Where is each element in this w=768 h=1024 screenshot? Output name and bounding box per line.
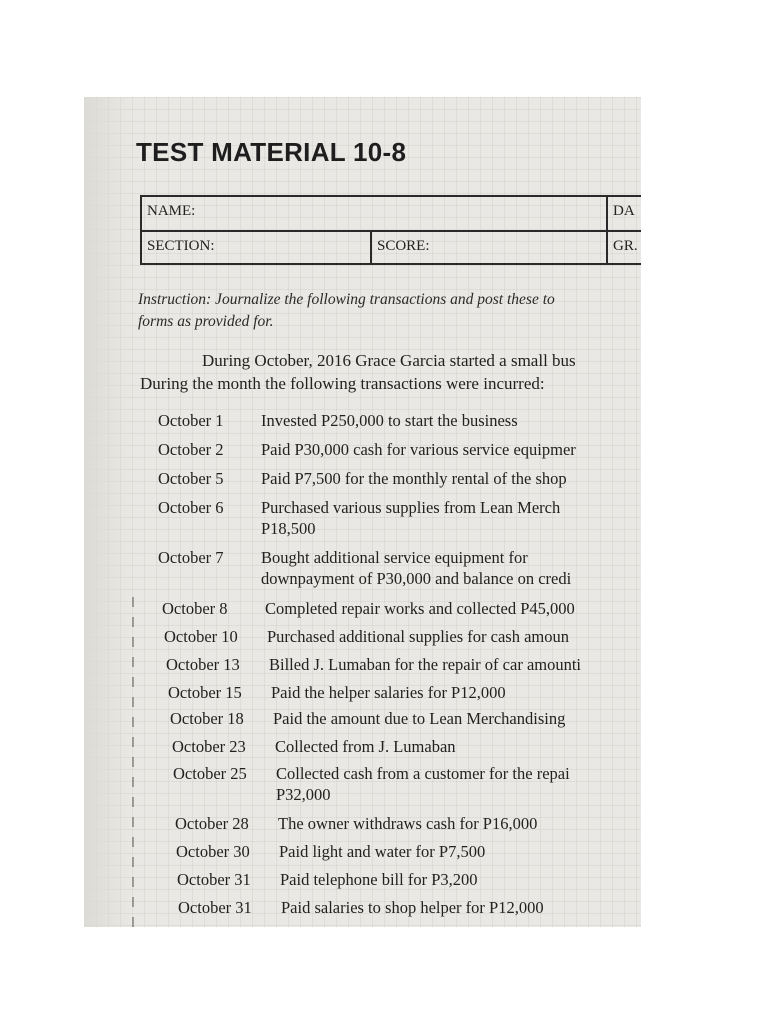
transaction-date: October 30	[176, 842, 250, 861]
instruction-line: forms as provided for.	[138, 313, 274, 330]
page-title: TEST MATERIAL 10-8	[136, 137, 407, 167]
transaction-date: October 13	[166, 655, 240, 674]
intro-paragraph	[140, 349, 641, 395]
transaction-description-line: Paid P7,500 for the monthly rental of the shop	[261, 469, 567, 488]
intro-line: During October, 2016 Grace Garcia started a small bus	[202, 351, 576, 370]
transaction-description	[279, 841, 641, 862]
transaction-date: October 7	[158, 548, 224, 567]
page-gutter-shadow	[84, 97, 132, 927]
transaction-description-line: P18,500	[261, 519, 316, 538]
transaction-description-line: Purchased various supplies from Lean Merch	[261, 498, 561, 517]
transaction-description-line: Completed repair works and collected P45,000	[265, 599, 575, 618]
transaction-description-line: Paid the amount due to Lean Merchandising	[273, 709, 566, 728]
transaction-date: October 28	[175, 814, 249, 833]
transaction-date: October 25	[173, 764, 247, 783]
student-info-form	[140, 195, 641, 265]
transaction-date: October 1	[158, 411, 224, 430]
transaction-description	[269, 654, 641, 675]
transaction-description-line: Billed J. Lumaban for the repair of car amounti	[269, 655, 582, 674]
transaction-description-line: P32,000	[276, 785, 331, 804]
section-field: SECTION:	[147, 238, 215, 254]
transaction-date: October 18	[170, 709, 244, 728]
transaction-date: October 23	[172, 737, 246, 756]
transaction-description	[261, 468, 641, 489]
date-field: DA	[606, 197, 641, 230]
transaction-description	[267, 626, 641, 647]
transaction-date: October 10	[164, 627, 238, 646]
instruction-text	[138, 289, 641, 333]
info-row-section	[142, 232, 641, 265]
grade-field: GR.	[606, 232, 641, 265]
score-field: SCORE:	[370, 232, 606, 265]
name-field: NAME:	[147, 203, 196, 219]
transaction-description	[261, 410, 641, 431]
transaction-description	[261, 547, 641, 589]
transaction-date: October 15	[168, 683, 242, 702]
transaction-description	[261, 497, 641, 539]
transaction-description	[265, 598, 641, 619]
instruction-line: Instruction: Journalize the following transactions and post these to	[138, 291, 555, 308]
binding-edge	[132, 597, 134, 927]
info-row-name	[142, 197, 641, 232]
intro-line: During the month the following transactions were incurred:	[140, 374, 545, 393]
transaction-description-line: downpayment of P30,000 and balance on credi	[261, 569, 572, 588]
transaction-description	[276, 763, 641, 805]
transaction-description-line: Collected cash from a customer for the repai	[276, 764, 570, 783]
transaction-description	[271, 682, 641, 703]
transaction-description	[275, 736, 641, 757]
transaction-description-line: Bought additional service equipment for	[261, 548, 528, 567]
textbook-page	[84, 97, 641, 927]
transaction-description-line: Paid the helper salaries for P12,000	[271, 683, 506, 702]
transaction-date: October 31	[178, 898, 252, 917]
transaction-description	[273, 708, 641, 729]
transaction-date: October 6	[158, 498, 224, 517]
transaction-description-line: Purchased additional supplies for cash amoun	[267, 627, 569, 646]
transaction-description-line: Invested P250,000 to start the business	[261, 411, 518, 430]
transaction-date: October 5	[158, 469, 224, 488]
transaction-description-line: Collected from J. Lumaban	[275, 737, 456, 756]
transaction-description	[278, 813, 641, 834]
transaction-description-line: Paid P30,000 cash for various service equipmer	[261, 440, 576, 459]
transaction-date: October 31	[177, 870, 251, 889]
transaction-description	[280, 869, 641, 890]
transaction-description-line: The owner withdraws cash for P16,000	[278, 814, 538, 833]
transaction-description-line: Paid salaries to shop helper for P12,000	[281, 898, 544, 917]
transaction-description	[261, 439, 641, 460]
transaction-description	[281, 897, 641, 918]
transaction-date: October 2	[158, 440, 224, 459]
transaction-date: October 8	[162, 599, 228, 618]
transaction-description-line: Paid light and water for P7,500	[279, 842, 486, 861]
transaction-description-line: Paid telephone bill for P3,200	[280, 870, 478, 889]
